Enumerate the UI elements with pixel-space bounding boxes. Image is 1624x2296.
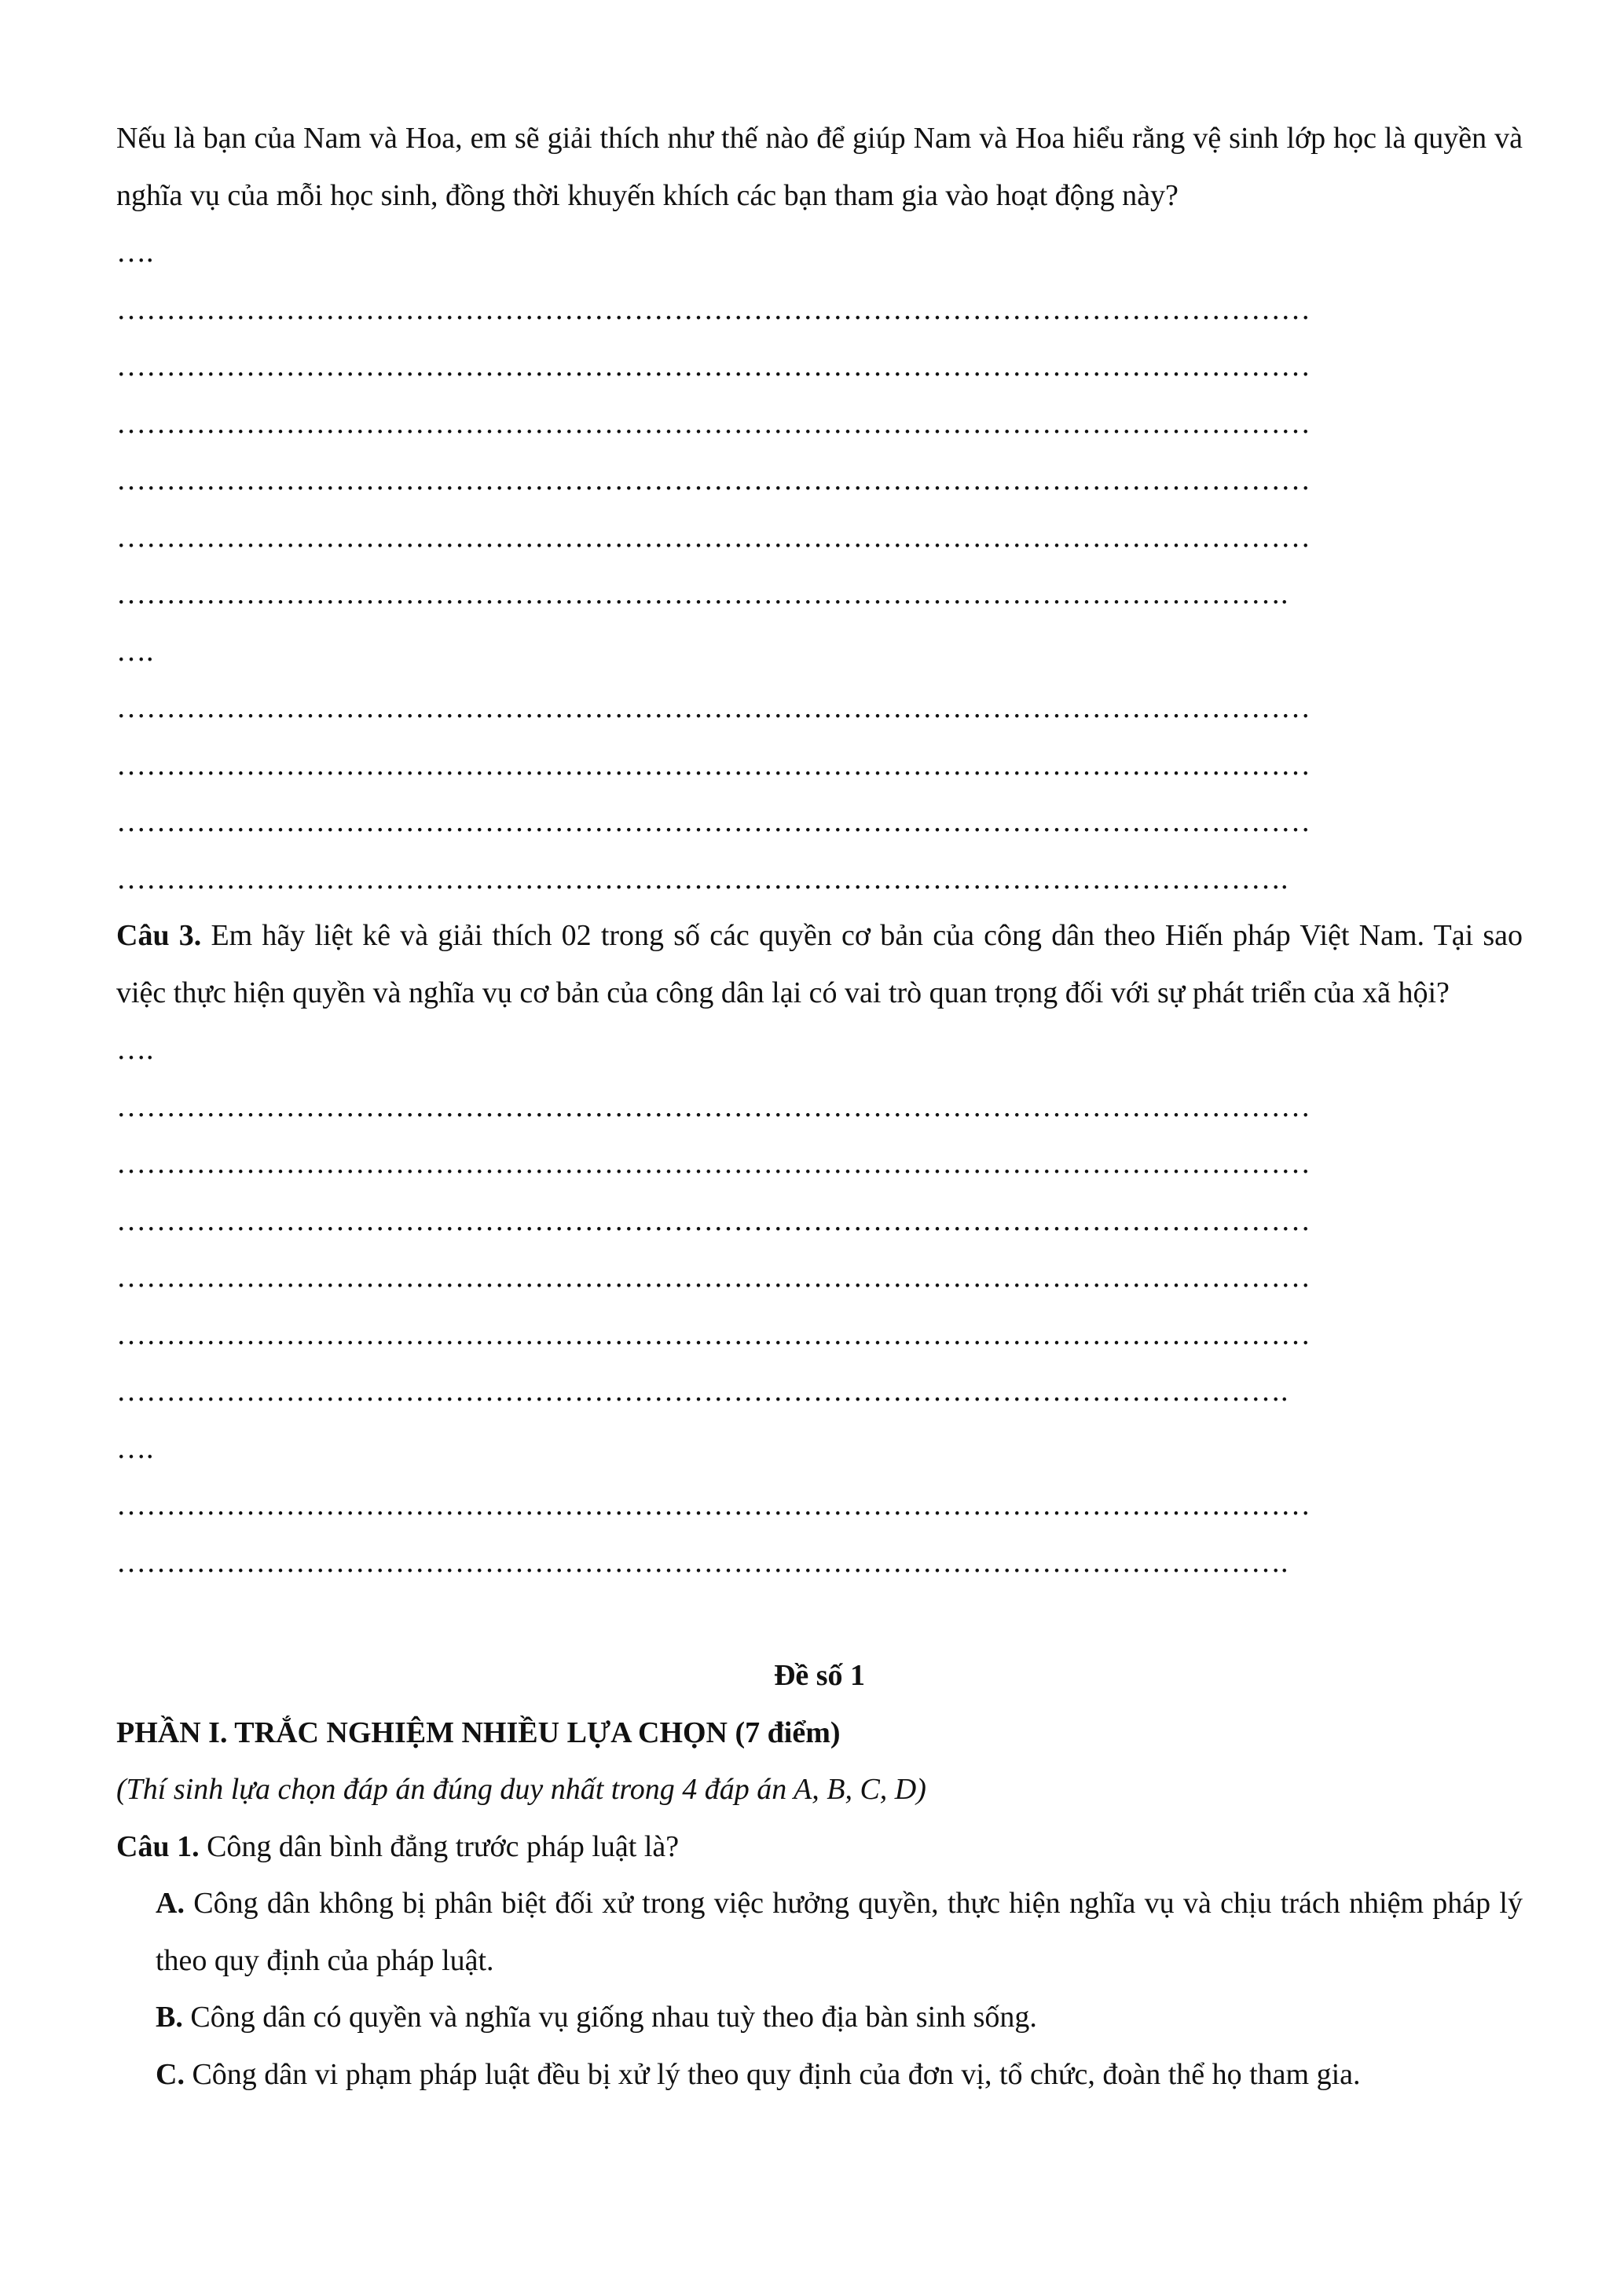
question-1-label: Câu 1.: [116, 1829, 200, 1863]
dotted-line: …………………………………………………………………………………………………………: [116, 406, 1311, 440]
short-dotted-line: ….: [116, 634, 154, 668]
short-dotted-line: ….: [116, 1033, 154, 1066]
dotted-line: …………………………………………………………………………………………………………: [116, 805, 1311, 838]
part-1-instruction: (Thí sinh lựa chọn đáp án đúng duy nhất trong 4 đáp án A, B, C, D): [116, 1773, 926, 1806]
option-a: [116, 1875, 1523, 1989]
short-dotted-line: ….: [116, 1431, 154, 1465]
option-c: [116, 2046, 1523, 2104]
dotted-line: …………………………………………………………………………………………………………: [116, 1089, 1311, 1123]
question-3-label: Câu 3.: [116, 919, 202, 952]
question-1-text: Công dân bình đẳng trước pháp luật là?: [199, 1829, 680, 1863]
dotted-line: ……………………………………………………………………………………………………….: [116, 1545, 1289, 1579]
document-page: [116, 110, 1523, 2103]
option-a-text: Công dân không bị phân biệt đối xử trong việc hưởng quyền, thực hiện nghĩa vụ và chịu trách nhiệm pháp lý theo quy định của pháp luật.: [156, 1887, 1523, 1977]
question-3-text: Em hãy liệt kê và giải thích 02 trong số các quyền cơ bản của công dân theo Hiến pháp Việt Nam. Tại sao việc thực hiện quyền và nghĩa vụ cơ bản của công dân lại có vai trò quan trọng đối với sự phát triển của xã hội?: [116, 919, 1523, 1009]
option-b: [116, 1989, 1523, 2046]
question-3: [116, 907, 1523, 1021]
dotted-line: …………………………………………………………………………………………………………: [116, 691, 1311, 724]
dotted-line: …………………………………………………………………………………………………………: [116, 463, 1311, 496]
dotted-line: …………………………………………………………………………………………………………: [116, 1317, 1311, 1351]
dotted-line: …………………………………………………………………………………………………………: [116, 1147, 1311, 1180]
intro-question: Nếu là bạn của Nam và Hoa, em sẽ giải thích như thế nào để giúp Nam và Hoa hiểu rằng vệ sinh lớp học là quyền và nghĩa vụ của mỗi học sinh, đồng thời khuyến khích các bạn tham gia vào hoạt động này?: [116, 122, 1523, 212]
dotted-line: ……………………………………………………………………………………………………….: [116, 577, 1289, 610]
part-1-heading: PHẦN I. TRẮC NGHIỆM NHIỀU LỰA CHỌN (7 điểm): [116, 1716, 841, 1749]
dotted-line: …………………………………………………………………………………………………………: [116, 1489, 1311, 1522]
option-c-text: Công dân vi phạm pháp luật đều bị xử lý theo quy định của đơn vị, tổ chức, đoàn thể họ tham gia.: [184, 2057, 1361, 2091]
section-gap: [116, 1591, 1523, 1647]
answer-area-1: [116, 224, 1523, 907]
answer-area-2: [116, 1021, 1523, 1591]
option-c-letter: C.: [156, 2057, 185, 2091]
dotted-line: …………………………………………………………………………………………………………: [116, 1261, 1311, 1294]
exam-title: Đề số 1: [773, 1659, 866, 1692]
option-b-text: Công dân có quyền và nghĩa vụ giống nhau tuỳ theo địa bàn sinh sống.: [182, 2001, 1037, 2034]
dotted-line: …………………………………………………………………………………………………………: [116, 520, 1311, 554]
question-1: [116, 1818, 1523, 1876]
dotted-line: …………………………………………………………………………………………………………: [116, 292, 1311, 326]
dotted-line: …………………………………………………………………………………………………………: [116, 748, 1311, 782]
dotted-line: …………………………………………………………………………………………………………: [116, 1203, 1311, 1237]
dotted-line: ……………………………………………………………………………………………………….: [116, 862, 1289, 895]
dotted-line: ……………………………………………………………………………………………………….: [116, 1375, 1289, 1408]
short-dotted-line: ….: [116, 236, 154, 269]
option-a-letter: A.: [156, 1887, 185, 1920]
dotted-line: …………………………………………………………………………………………………………: [116, 350, 1311, 383]
option-b-letter: B.: [156, 2001, 183, 2034]
